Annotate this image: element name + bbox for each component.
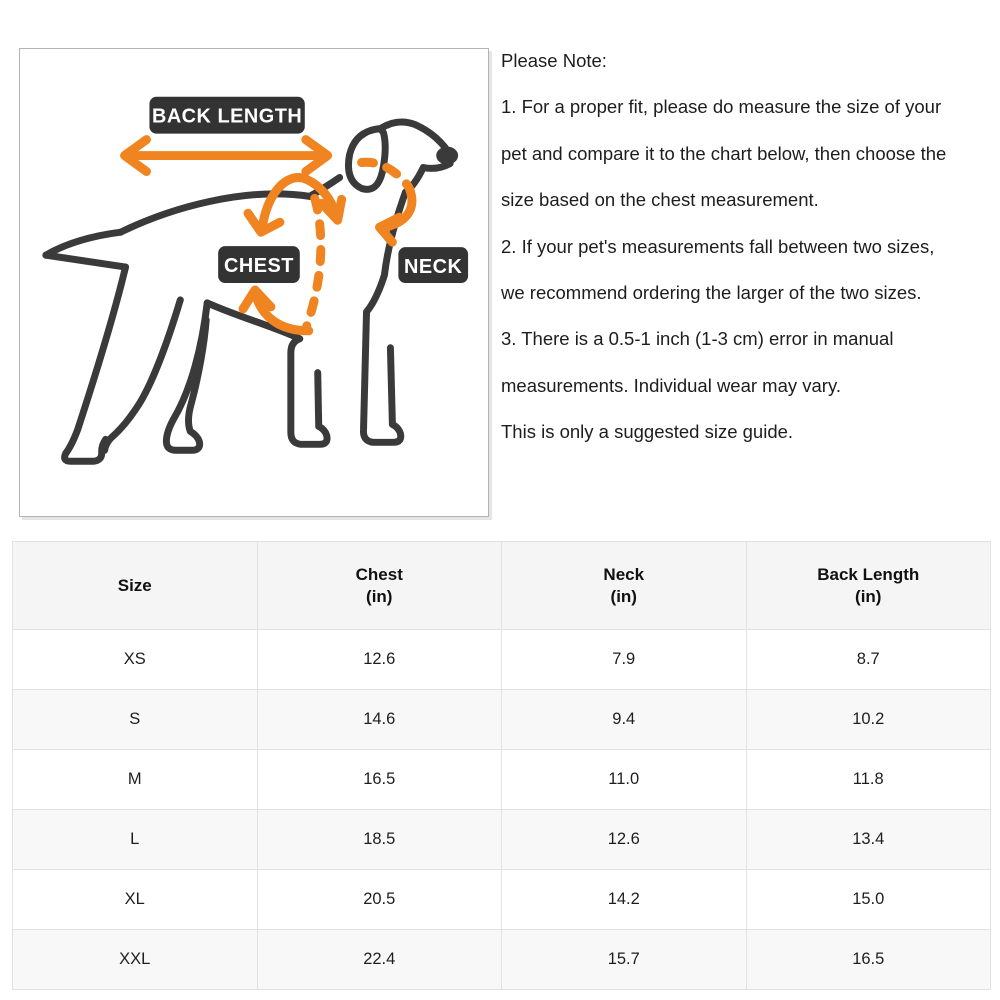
header-neck [502,542,747,630]
cell-chest: 18.5 [257,810,502,870]
note-line: pet and compare it to the chart below, then choose the [501,142,947,164]
note-line: we recommend ordering the larger of the two sizes. [501,282,922,304]
table-row [13,690,991,750]
header-chest [257,542,502,630]
notes-section [501,38,1000,456]
dog-diagram-svg [20,49,488,516]
notes-heading: Please Note: [501,50,607,71]
header-label: Back Length [817,565,920,585]
cell-neck: 12.6 [502,810,747,870]
cell-neck: 15.7 [502,930,747,990]
note-line: This is only a suggested size guide. [501,421,794,443]
header-row [13,542,991,630]
header-label: Size [117,575,152,595]
cell-back-length: 10.2 [746,690,991,750]
cell-chest: 22.4 [257,930,502,990]
header-unit: (in) [855,586,882,606]
neck-label: NECK [404,256,463,279]
cell-neck: 14.2 [502,870,747,930]
cell-size: XL [13,870,258,930]
cell-size: L [13,810,258,870]
size-chart-body [13,630,991,990]
cell-neck: 7.9 [502,630,747,690]
cell-size: S [13,690,258,750]
cell-chest: 14.6 [257,690,502,750]
cell-chest: 16.5 [257,750,502,810]
cell-back-length: 15.0 [746,870,991,930]
header-unit: (in) [366,586,393,606]
cell-back-length: 16.5 [746,930,991,990]
back-length-arrow-icon [125,140,328,172]
size-chart-header [13,542,991,630]
cell-neck: 9.4 [502,690,747,750]
header-label: Chest [355,565,403,585]
cell-chest: 20.5 [257,870,502,930]
cell-chest: 12.6 [257,630,502,690]
note-line: 2. If your pet's measurements fall between two sizes, [501,235,935,257]
chest-label: CHEST [223,255,294,278]
header-size [13,542,258,630]
note-line: size based on the chest measurement. [501,189,819,211]
header-unit: (in) [610,586,637,606]
table-row [13,630,991,690]
cell-neck: 11.0 [502,750,747,810]
header-label: Neck [603,565,645,585]
cell-back-length: 8.7 [746,630,991,690]
table-row [13,810,991,870]
cell-back-length: 13.4 [746,810,991,870]
size-chart-table [12,541,991,990]
table-row [13,750,991,810]
cell-back-length: 11.8 [746,750,991,810]
note-line: 1. For a proper fit, please do measure the size of your [501,96,942,118]
note-line: 3. There is a 0.5-1 inch (1-3 cm) error in manual [501,328,894,350]
header-back-length [746,542,991,630]
cell-size: XS [13,630,258,690]
cell-size: XXL [13,930,258,990]
note-line: measurements. Individual wear may vary. [501,374,841,396]
back-length-label: BACK LENGTH [151,105,303,128]
table-row [13,930,991,990]
table-row [13,870,991,930]
dog-measurement-diagram [19,48,489,517]
cell-size: M [13,750,258,810]
